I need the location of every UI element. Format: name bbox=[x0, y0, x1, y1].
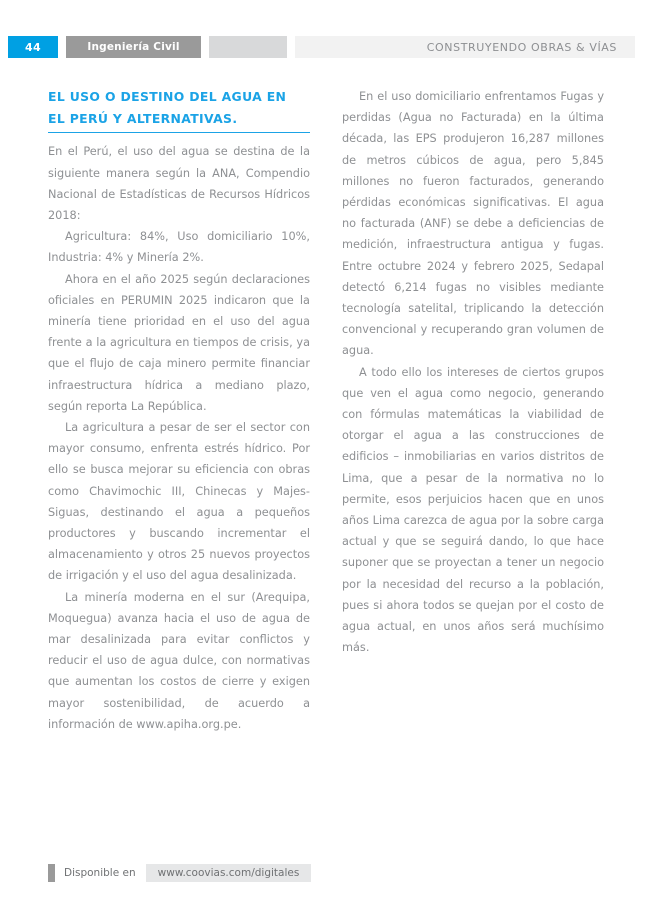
header-gap-1 bbox=[58, 36, 66, 58]
paragraph: En el uso domiciliario enfrentamos Fugas y perdidas (Agua no Facturada) en la última década, las EPS produjeron 16,287 millones de metros cúbicos de agua, pero 5,845 millones no fueron facturados, generando pérdidas económicas significativas. El agua no facturada (ANF) se debe a deficiencias de medición, infraestructura antigua y fugas. Entre octubre 2024 y febrero 2025, Sedapal detectó 6,214 fugas no visibles mediante tecnología satelital, triplicando la detección convencional y recuperando gran volumen de agua. bbox=[342, 90, 604, 358]
paragraph: La minería moderna en el sur (Arequipa, Moquegua) avanza hacia el uso de agua de mar desalinizada para evitar conflictos y reducir el uso de agua dulce, con normativas que aumentan los costos de cierre y exigen mayor sostenibilidad, de acuerdo a información de www.apiha.org.pe. bbox=[48, 590, 310, 731]
paragraph: La agricultura a pesar de ser el sector con mayor consumo, enfrenta estrés hídrico. Por ello se busca mejorar su eficiencia con obras como Chavimochic III, Chinecas y Majes-Siguas, destinando el agua a pequeños productores y buscando incrementar el almacenamiento y otros 25 nuevos proyectos de irrigación y el uso del agua desalinizada. bbox=[48, 421, 310, 583]
footer-marker-icon bbox=[48, 864, 55, 882]
header-gap-2 bbox=[201, 36, 209, 58]
footer-url-link[interactable]: www.coovias.com/digitales bbox=[146, 864, 312, 882]
paragraph: Agricultura: 84%, Uso domiciliario 10%, Industria: 4% y Minería 2%. bbox=[48, 230, 310, 265]
page-number-badge: 44 bbox=[8, 36, 58, 58]
header-section-label: Ingeniería Civil bbox=[66, 36, 201, 58]
article-title bbox=[48, 86, 310, 130]
paragraph: En el Perú, el uso del agua se destina de la siguiente manera según la ANA, Compendio Nacional de Estadísticas de Recursos Hídricos 2018: bbox=[48, 145, 310, 222]
left-column bbox=[48, 86, 310, 735]
paragraph: A todo ello los intereses de ciertos grupos que ven el agua como negocio, generando con fórmulas matemáticas la viabilidad de otorgar el agua a las construcciones de edificios – inmobiliarias en varios distritos de Lima, que a pesar de la normativa no lo permite, esos perjuicios hacen que en unos años Lima carezca de agua por la sobre carga actual y que se seguirá dando, lo que hace suponer que se proyectan a tener un negocio por la necesidad del recurso a la población, pues si ahora todos se quejan por el costo de agua actual, en unos años será muchísimo más. bbox=[342, 365, 604, 655]
header-gap-3 bbox=[287, 36, 295, 58]
paragraph: Ahora en el año 2025 según declaraciones oficiales en PERUMIN 2025 indicaron que la minería tiene prioridad en el uso del agua frente a la agricultura en tiempos de crisis, ya que el flujo de caja minero permite financiar infraestructura hídrica a mediano plazo, según reporta La República. bbox=[48, 272, 310, 413]
article-title-rule bbox=[48, 132, 310, 133]
header-publication-title: CONSTRUYENDO OBRAS & VÍAS bbox=[295, 36, 635, 58]
right-column bbox=[342, 86, 604, 735]
page-header bbox=[0, 36, 650, 58]
article-title-line-1: EL USO O DESTINO DEL AGUA EN bbox=[48, 89, 287, 104]
footer-tail bbox=[311, 864, 604, 882]
article-columns bbox=[48, 86, 604, 735]
article-title-line-2: EL PERÚ Y ALTERNATIVAS. bbox=[48, 111, 238, 126]
footer-label: Disponible en bbox=[64, 867, 136, 879]
page-footer bbox=[48, 864, 604, 882]
header-decorative-block bbox=[209, 36, 287, 58]
